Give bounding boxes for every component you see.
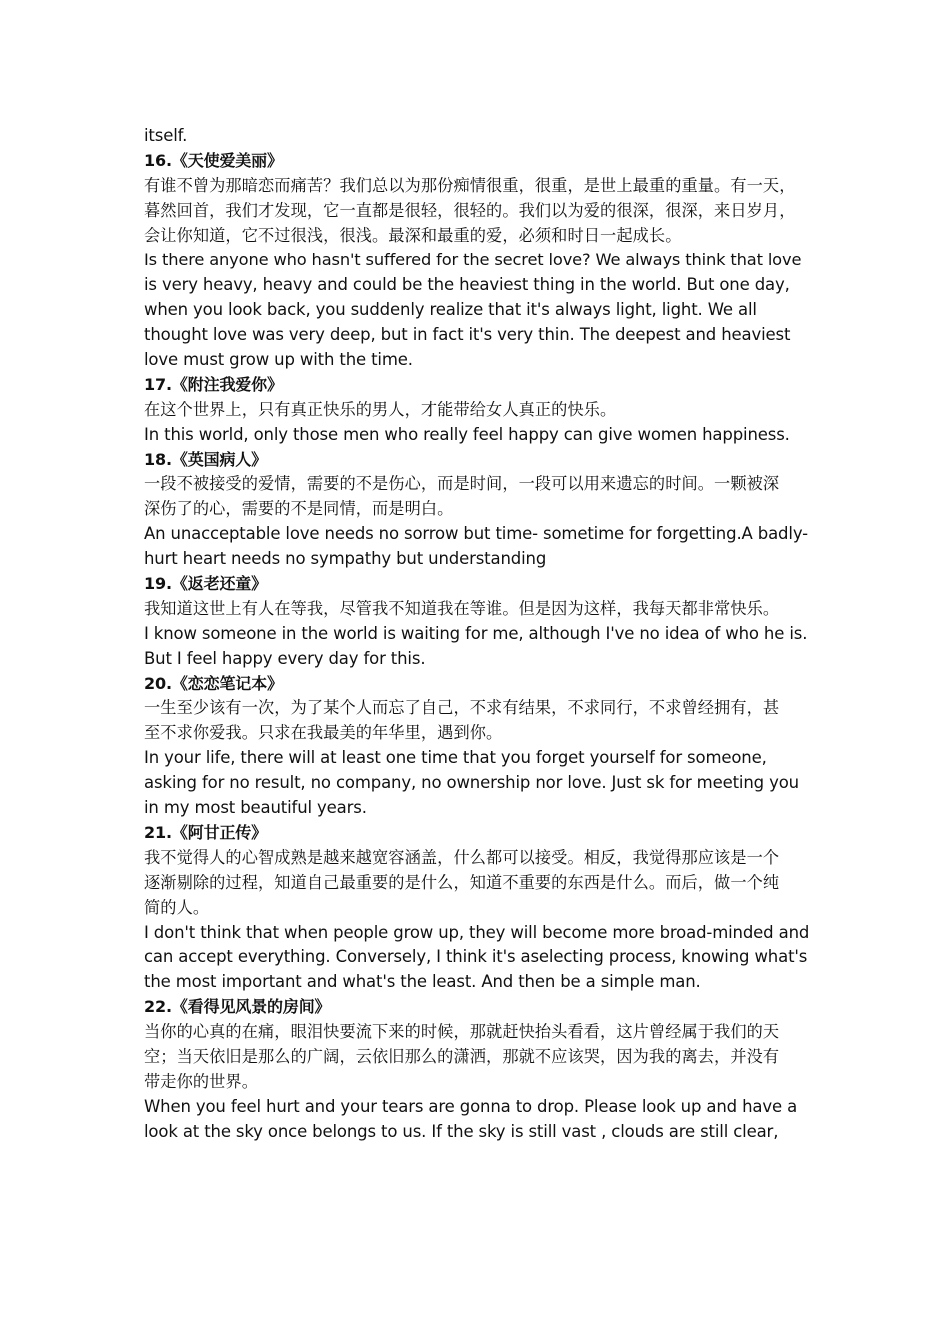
- chinese-text-line: 空；当天依旧是那么的广阔，云依旧那么的潇洒，那就不应该哭，因为我的离去，并没有: [144, 1046, 780, 1066]
- chinese-text-line: 带走你的世界。: [144, 1071, 259, 1091]
- english-text-line: In this world, only those men who really feel happy can give women happiness.: [144, 424, 790, 444]
- english-text-line: the most important and what's the least. And then be a simple man.: [144, 972, 701, 992]
- english-text-line: itself.: [144, 126, 188, 145]
- section-heading: 22.《看得见风景的房间》: [144, 997, 331, 1017]
- section-heading: 18.《英国病人》: [144, 449, 267, 469]
- section-heading: 20.《恋恋笔记本》: [144, 673, 283, 693]
- english-text-line: is very heavy, heavy and could be the heaviest thing in the world. But one day,: [144, 275, 790, 295]
- chinese-text-line: 一段不被接受的爱情，需要的不是伤心，而是时间，一段可以用来遗忘的时间。一颗被深: [144, 474, 780, 494]
- section-heading: 19.《返老还童》: [144, 574, 267, 594]
- english-text-line: can accept everything. Conversely, I think it's aselecting process, knowing what's: [144, 947, 808, 967]
- english-text-line: when you look back, you suddenly realize that it's always light, light. We all: [144, 300, 757, 320]
- chinese-text-line: 当你的心真的在痛，眼泪快要流下来的时候，那就赶快抬头看看，这片曾经属于我们的天: [144, 1022, 780, 1042]
- chinese-text-line: 有谁不曾为那暗恋而痛苦？我们总以为那份痴情很重，很重，是世上最重的重量。有一天，: [144, 175, 796, 195]
- chinese-text-line: 深伤了的心，需要的不是同情，而是明白。: [144, 499, 454, 519]
- chinese-text-line: 至不求你爱我。只求在我最美的年华里，遇到你。: [144, 723, 503, 743]
- english-text-line: I know someone in the world is waiting for me, although I've no idea of who he is.: [144, 623, 808, 643]
- english-text-line: hurt heart needs no sympathy but understanding: [144, 549, 547, 569]
- chinese-text-line: 暮然回首，我们才发现，它一直都是很轻，很轻的。我们以为爱的很深，很深，来日岁月，: [144, 200, 796, 220]
- chinese-text-line: 我知道这世上有人在等我，尽管我不知道我在等谁。但是因为这样，我每天都非常快乐。: [144, 598, 780, 618]
- english-text-line: in my most beautiful years.: [144, 798, 367, 818]
- chinese-text-line: 简的人。: [144, 897, 210, 917]
- section-heading: 21.《阿甘正传》: [144, 822, 267, 842]
- document-page: [144, 124, 810, 1145]
- english-text-line: An unacceptable love needs no sorrow but time- sometime for forgetting.A badly-: [144, 524, 808, 544]
- section-heading: 16.《天使爱美丽》: [144, 150, 283, 170]
- english-text-line: When you feel hurt and your tears are gonna to drop. Please look up and have a: [144, 1096, 798, 1116]
- chinese-text-line: 会让你知道，它不过很浅，很浅。最深和最重的爱，必须和时日一起成长。: [144, 225, 682, 245]
- english-text-line: look at the sky once belongs to us. If the sky is still vast , clouds are still clear,: [144, 1121, 779, 1141]
- english-text-line: thought love was very deep, but in fact it's very thin. The deepest and heaviest: [144, 325, 791, 345]
- english-text-line: I don't think that when people grow up, they will become more broad-minded and: [144, 922, 810, 942]
- chinese-text-line: 逐渐剔除的过程，知道自己最重要的是什么，知道不重要的东西是什么。而后，做一个纯: [144, 872, 780, 892]
- english-text-line: In your life, there will at least one time that you forget yourself for someone,: [144, 748, 767, 768]
- english-text-line: love must grow up with the time.: [144, 350, 413, 370]
- chinese-text-line: 在这个世界上，只有真正快乐的男人，才能带给女人真正的快乐。: [144, 399, 617, 419]
- english-text-line: But I feel happy every day for this.: [144, 648, 426, 668]
- english-text-line: asking for no result, no company, no ownership nor love. Just sk for meeting you: [144, 773, 799, 793]
- english-text-line: Is there anyone who hasn't suffered for the secret love? We always think that love: [144, 250, 802, 270]
- chinese-text-line: 一生至少该有一次，为了某个人而忘了自己，不求有结果，不求同行，不求曾经拥有，甚: [144, 698, 780, 718]
- chinese-text-line: 我不觉得人的心智成熟是越来越宽容涵盖，什么都可以接受。相反，我觉得那应该是一个: [144, 847, 780, 867]
- section-heading: 17.《附注我爱你》: [144, 374, 283, 394]
